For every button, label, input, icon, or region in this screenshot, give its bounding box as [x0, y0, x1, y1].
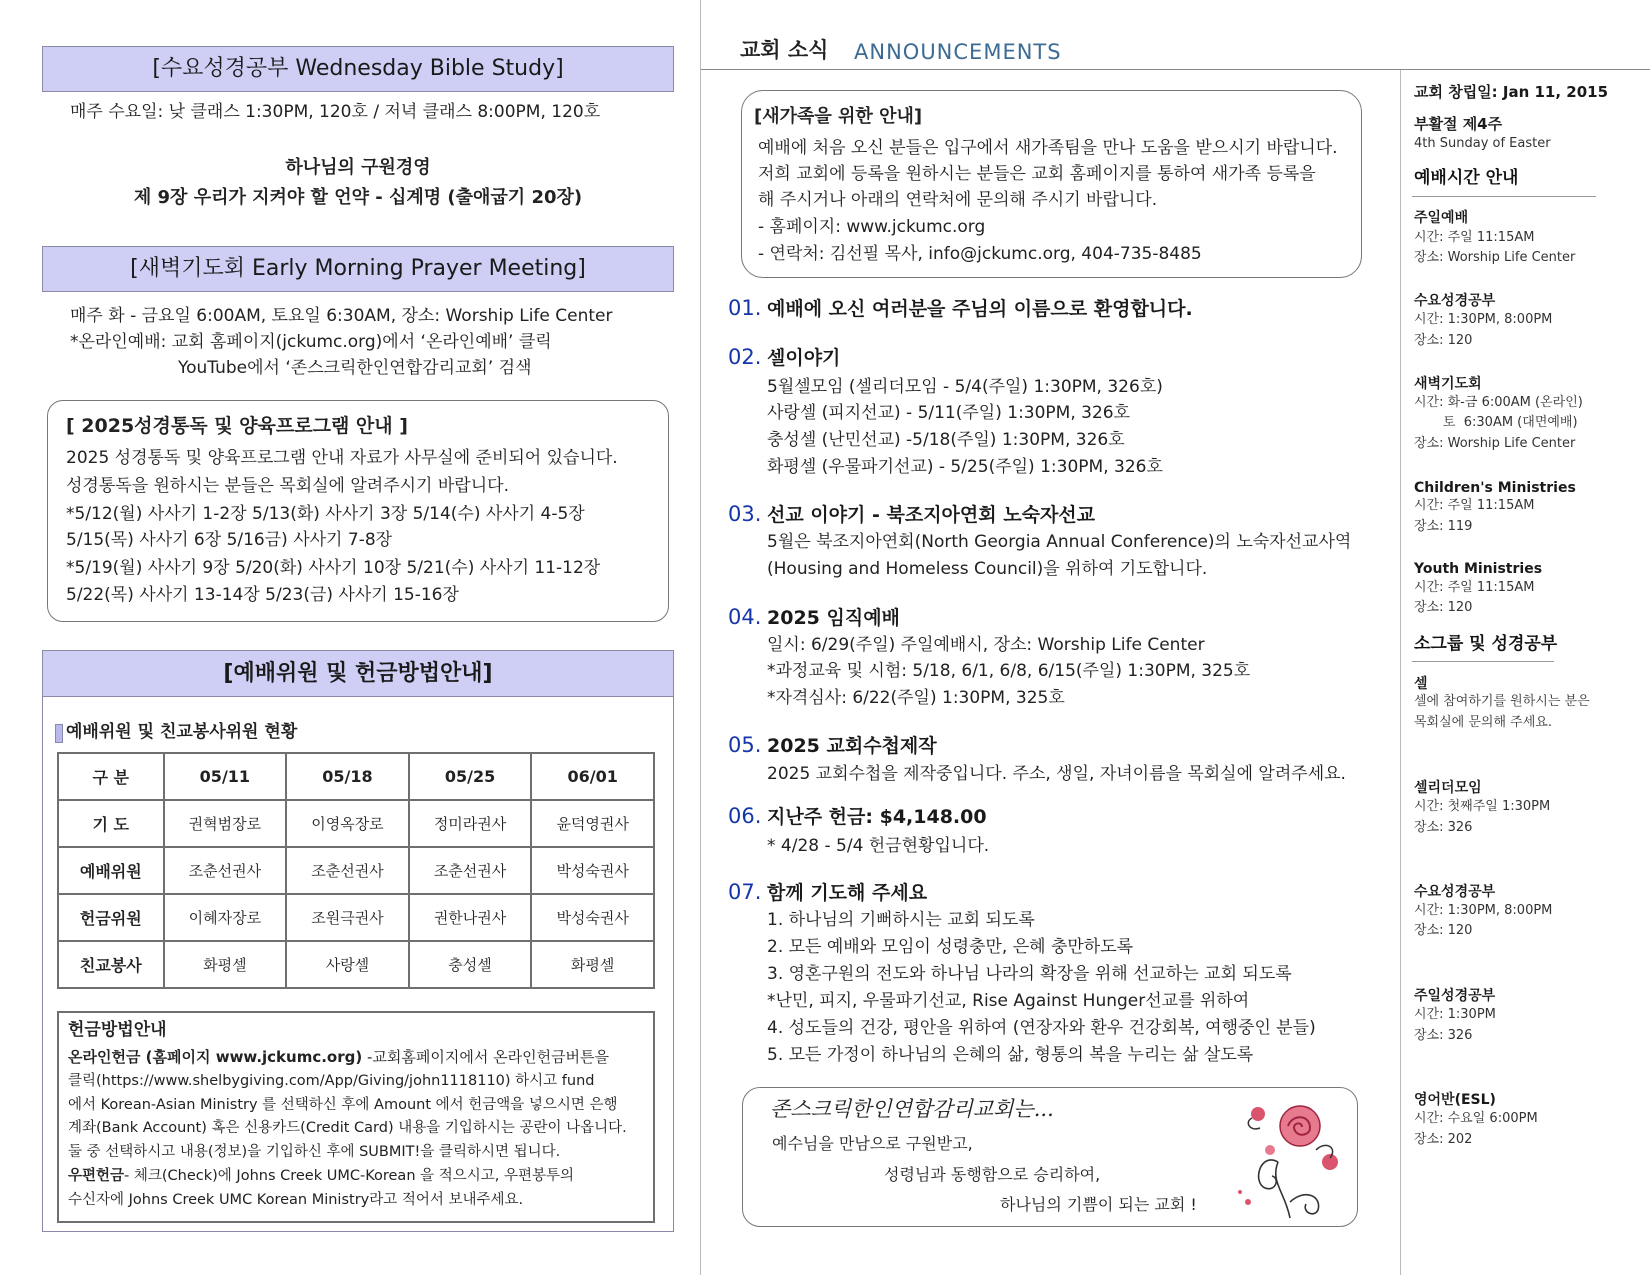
table-row — [58, 800, 654, 847]
duty-cell: 사랑셀 — [286, 941, 409, 988]
worship-name: 수요성경공부 — [1414, 293, 1496, 309]
duty-subtitle-marker — [55, 724, 63, 743]
newcomer-line-3: - 홈페이지: www.jckumc.org — [758, 217, 986, 237]
worship-name: Youth Ministries — [1414, 561, 1543, 577]
announcement-06-title: 지난주 헌금: $4,148.00 — [767, 806, 987, 828]
offering-title: 헌금방법안내 — [68, 1020, 167, 1040]
duty-header: [예배위원 및 헌금방법안내] — [42, 650, 674, 697]
motto-title: 존스크릭한인연합감리교회는... — [770, 1097, 1054, 1121]
worship-line: 장소: 120 — [1414, 600, 1473, 615]
duty-cell: 박성숙권사 — [531, 847, 654, 894]
dawn-prayer-header: [새벽기도회 Early Morning Prayer Meeting] — [42, 246, 674, 292]
announcement-04-line: *자격심사: 6/22(주일) 1:30PM, 325호 — [767, 688, 1065, 708]
announcement-02-line: 사랑셀 (피지선교) - 5/11(주일) 1:30PM, 326호 — [767, 403, 1131, 423]
announcement-05-num: 05. — [728, 733, 762, 757]
worship-name: 새벽기도회 — [1414, 376, 1482, 392]
duty-col-date: 05/11 — [164, 753, 287, 800]
small-groups-title: 소그룹 및 성경공부 — [1414, 634, 1558, 654]
offering-line-5: 둘 중 선택하시고 내용(정보)을 기입하신 후에 SUBMIT!을 클릭하시면 됩니다. — [68, 1144, 561, 1160]
group-line: 장소: 326 — [1414, 820, 1473, 835]
duty-cell: 화평셀 — [531, 941, 654, 988]
announcement-03-title: 선교 이야기 - 북조지아연회 노숙자선교 — [767, 504, 1096, 526]
center-divider — [700, 0, 701, 1275]
sunday-ko: 부활절 제4주 — [1414, 115, 1503, 133]
announcement-03-num: 03. — [728, 502, 762, 526]
group-line: 시간: 수요일 6:00PM — [1414, 1111, 1538, 1126]
group-line: 장소: 326 — [1414, 1028, 1473, 1043]
duty-cell: 권한나권사 — [409, 894, 532, 941]
motto-line-2: 성령님과 동행함으로 승리하여, — [884, 1165, 1101, 1184]
group-line: 시간: 첫째주일 1:30PM — [1414, 799, 1551, 814]
announcement-07-line: 5. 모든 가정이 하나님의 은혜의 삶, 형통의 복을 누리는 삶 살도록 — [767, 1045, 1254, 1065]
newcomer-title: [새가족을 위한 안내] — [754, 106, 923, 127]
worship-line: 시간: 주일 11:15AM — [1414, 498, 1535, 513]
announcement-07-line: 2. 모든 예배와 모임이 성령충만, 은혜 충만하도록 — [767, 937, 1134, 957]
group-name: 수요성경공부 — [1414, 884, 1496, 900]
announcement-06-line: * 4/28 - 5/4 헌금현황입니다. — [767, 836, 990, 856]
newcomer-line-1: 저희 교회에 등록을 원하시는 분들은 교회 홈페이지를 통하여 새가족 등록을 — [758, 164, 1316, 184]
duty-col-date: 06/01 — [531, 753, 654, 800]
announcement-06-num: 06. — [728, 804, 762, 828]
wednesday-header: [수요성경공부 Wednesday Bible Study] — [42, 46, 674, 92]
bible-line-3: 5/15(목) 사사기 6장 5/16금) 사사기 7-8장 — [66, 530, 393, 550]
duty-row-label: 친교봉사 — [58, 941, 164, 988]
offering-line-3: 에서 Korean-Asian Ministry 를 선택하신 후에 Amount 에서 헌금액을 넣으시면 은행 — [68, 1097, 618, 1113]
group-name: 셀 — [1414, 676, 1428, 692]
duty-header-row — [58, 753, 654, 800]
worship-line: 시간: 주일 11:15AM — [1414, 580, 1535, 595]
worship-line: 시간: 주일 11:15AM — [1414, 230, 1535, 245]
group-name: 셀리더모임 — [1414, 780, 1482, 796]
announcement-04-title: 2025 임직예배 — [767, 607, 900, 629]
worship-line: 장소: Worship Life Center — [1414, 436, 1576, 451]
duty-table — [57, 752, 655, 989]
announcements-title-ko: 교회 소식 — [740, 38, 829, 62]
announcement-05-line: 2025 교회수첩을 제작중입니다. 주소, 생일, 자녀이름을 목회실에 알려주세요. — [767, 764, 1346, 784]
bible-line-4: *5/19(월) 사사기 9장 5/20(화) 사사기 10장 5/21(수) 사사기 11-12장 — [66, 558, 601, 578]
group-line: 목회실에 문의해 주세요. — [1414, 715, 1552, 730]
sunday-en: 4th Sunday of Easter — [1414, 136, 1551, 151]
worship-line: 장소: 119 — [1414, 519, 1473, 534]
offering-line-2: 클릭(https://www.shelbygiving.com/App/Giving/john1118110) 하시고 fund — [68, 1073, 595, 1089]
bible-reading-title: [ 2025성경통독 및 양육프로그램 안내 ] — [66, 415, 408, 437]
wednesday-schedule: 매주 수요일: 낮 클래스 1:30PM, 120호 / 저녁 클래스 8:00PM, 120호 — [70, 102, 601, 122]
announcement-04-line: 일시: 6/29(주일) 주일예배시, 장소: Worship Life Center — [767, 635, 1205, 655]
offering-online-label: 온라인헌금 (홈페이지 www.jckumc.org) — [68, 1048, 363, 1066]
table-row — [58, 894, 654, 941]
duty-cell: 조춘선권사 — [164, 847, 287, 894]
announcement-02-num: 02. — [728, 345, 762, 369]
announcement-02-line: 충성셀 (난민선교) -5/18(주일) 1:30PM, 326호 — [767, 430, 1125, 450]
bible-line-1: 성경통독을 원하시는 분들은 목회실에 알려주시기 바랍니다. — [66, 476, 509, 496]
worship-line: 시간: 1:30PM, 8:00PM — [1414, 312, 1553, 327]
newcomer-line-0: 예배에 처음 오신 분들은 입구에서 새가족팀을 만나 도움을 받으시기 바랍니다. — [758, 138, 1338, 158]
group-line: 장소: 120 — [1414, 923, 1473, 938]
offering-online-line — [68, 1046, 609, 1068]
duty-cell: 조춘선권사 — [286, 847, 409, 894]
wednesday-topic-2: 제 9장 우리가 지켜야 할 언약 - 십계명 (출애굽기 20장) — [133, 187, 583, 208]
worship-line: 장소: Worship Life Center — [1414, 250, 1576, 265]
worship-times-rule — [1412, 196, 1596, 197]
sidebar-divider — [1400, 70, 1401, 1275]
group-line: 시간: 1:30PM — [1414, 1007, 1496, 1022]
announcement-04-num: 04. — [728, 605, 762, 629]
group-line: 셀에 참여하기를 원하시는 분은 — [1414, 694, 1590, 709]
dawn-line-1: 매주 화 - 금요일 6:00AM, 토요일 6:30AM, 장소: Worship Life Center — [70, 306, 613, 326]
rose-illustration — [1230, 1092, 1350, 1220]
duty-cell: 조원극권사 — [286, 894, 409, 941]
table-row — [58, 941, 654, 988]
announcement-03-line: (Housing and Homeless Council)을 위하여 기도합니다. — [767, 559, 1208, 579]
dawn-line-2: *온라인예배: 교회 홈페이지(jckumc.org)에서 ‘온라인예배’ 클릭 — [70, 332, 552, 352]
worship-name: 주일예배 — [1414, 210, 1469, 226]
group-name: 영어반(ESL) — [1414, 1092, 1496, 1108]
offering-mail-label: 우편헌금 — [68, 1168, 125, 1184]
dawn-line-3: YouTube에서 ‘존스크릭한인연합감리교회’ 검색 — [178, 358, 532, 378]
table-row — [58, 847, 654, 894]
announcement-07-line: 3. 영혼구원의 전도와 하나님 나라의 확장을 위해 선교하는 교회 되도록 — [767, 964, 1292, 984]
announcement-07-title: 함께 기도해 주세요 — [767, 882, 928, 904]
duty-cell: 조춘선권사 — [409, 847, 532, 894]
duty-row-label: 기 도 — [58, 800, 164, 847]
announcement-05-title: 2025 교회수첩제작 — [767, 735, 937, 757]
group-line: 장소: 202 — [1414, 1132, 1473, 1147]
offering-line-4: 계좌(Bank Account) 혹은 신용카드(Credit Card) 내용을 기입하시는 공란이 나옵니다. — [68, 1120, 627, 1136]
duty-cell: 박성숙권사 — [531, 894, 654, 941]
motto-line-3: 하나님의 기쁨이 되는 교회 ! — [1000, 1195, 1197, 1214]
newcomer-line-2: 해 주시거나 아래의 연락처에 문의해 주시기 바랍니다. — [758, 190, 1158, 210]
announcement-07-num: 07. — [728, 880, 762, 904]
duty-cell: 이영옥장로 — [286, 800, 409, 847]
founded-date: 교회 창립일: Jan 11, 2015 — [1414, 83, 1609, 101]
offering-mail-text: - 체크(Check)에 Johns Creek UMC-Korean 을 적으시고, 우편봉투의 — [124, 1168, 575, 1184]
newcomer-line-4: - 연락처: 김선필 목사, info@jckumc.org, 404-735-8485 — [758, 244, 1202, 264]
duty-col-date: 05/25 — [409, 753, 532, 800]
wednesday-topic-1: 하나님의 구원경영 — [285, 157, 431, 178]
duty-cell: 윤덕영권사 — [531, 800, 654, 847]
group-line: 시간: 1:30PM, 8:00PM — [1414, 903, 1553, 918]
worship-times-title: 예배시간 안내 — [1414, 168, 1519, 188]
announcement-02-line: 5월셀모임 (셀리더모임 - 5/4(주일) 1:30PM, 326호) — [767, 377, 1163, 397]
worship-line: 장소: 120 — [1414, 333, 1473, 348]
announcements-title-en: ANNOUNCEMENTS — [854, 40, 1062, 64]
duty-col-label: 구 분 — [58, 753, 164, 800]
motto-line-1: 예수님을 만남으로 구원받고, — [772, 1134, 973, 1153]
announcement-07-line: *난민, 피지, 우물파기선교, Rise Against Hunger선교를 위하여 — [767, 991, 1250, 1011]
duty-cell: 권혁범장로 — [164, 800, 287, 847]
offering-mail-line — [68, 1165, 574, 1187]
small-groups-rule — [1412, 661, 1554, 662]
duty-cell: 화평셀 — [164, 941, 287, 988]
duty-cell: 이혜자장로 — [164, 894, 287, 941]
bible-line-0: 2025 성경통독 및 양육프로그램 안내 자료가 사무실에 준비되어 있습니다. — [66, 448, 618, 468]
announcement-02-line: 화평셀 (우물파기선교) - 5/25(주일) 1:30PM, 326호 — [767, 457, 1163, 477]
duty-subtitle: 예배위원 및 친교봉사위원 현황 — [66, 722, 298, 742]
announcement-03-line: 5월은 북조지아연회(North Georgia Annual Conference)의 노숙자선교사역 — [767, 532, 1352, 552]
worship-name: Children's Ministries — [1414, 480, 1576, 496]
duty-col-date: 05/18 — [286, 753, 409, 800]
bible-line-5: 5/22(목) 사사기 13-14장 5/23(금) 사사기 15-16장 — [66, 585, 459, 605]
duty-cell: 정미라권사 — [409, 800, 532, 847]
offering-online-text: -교회홈페이지에서 온라인헌금버튼을 — [362, 1048, 610, 1066]
duty-row-label: 예배위원 — [58, 847, 164, 894]
announcement-01-num: 01. — [728, 296, 762, 320]
announcement-02-title: 셀이야기 — [767, 347, 841, 369]
worship-line: 토 6:30AM (대면예배) — [1414, 415, 1578, 430]
duty-row-label: 헌금위원 — [58, 894, 164, 941]
announcement-04-line: *과정교육 및 시험: 5/18, 6/1, 6/8, 6/15(주일) 1:30PM, 325호 — [767, 661, 1251, 681]
announcement-07-line: 1. 하나님의 기뻐하시는 교회 되도록 — [767, 910, 1035, 930]
group-name: 주일성경공부 — [1414, 988, 1496, 1004]
announcement-01-title: 예배에 오신 여러분을 주님의 이름으로 환영합니다. — [767, 298, 1193, 320]
worship-line: 시간: 화-금 6:00AM (온라인) — [1414, 395, 1583, 410]
offering-line-7: 수신자에 Johns Creek UMC Korean Ministry라고 적어서 보내주세요. — [68, 1192, 524, 1208]
announcement-07-line: 4. 성도들의 건강, 평안을 위하여 (연장자와 환우 건강회복, 여행중인 분들) — [767, 1018, 1316, 1038]
bible-line-2: *5/12(월) 사사기 1-2장 5/13(화) 사사기 3장 5/14(수) 사사기 4-5장 — [66, 504, 585, 524]
announcement-rule — [701, 69, 1650, 70]
duty-cell: 충성셀 — [409, 941, 532, 988]
